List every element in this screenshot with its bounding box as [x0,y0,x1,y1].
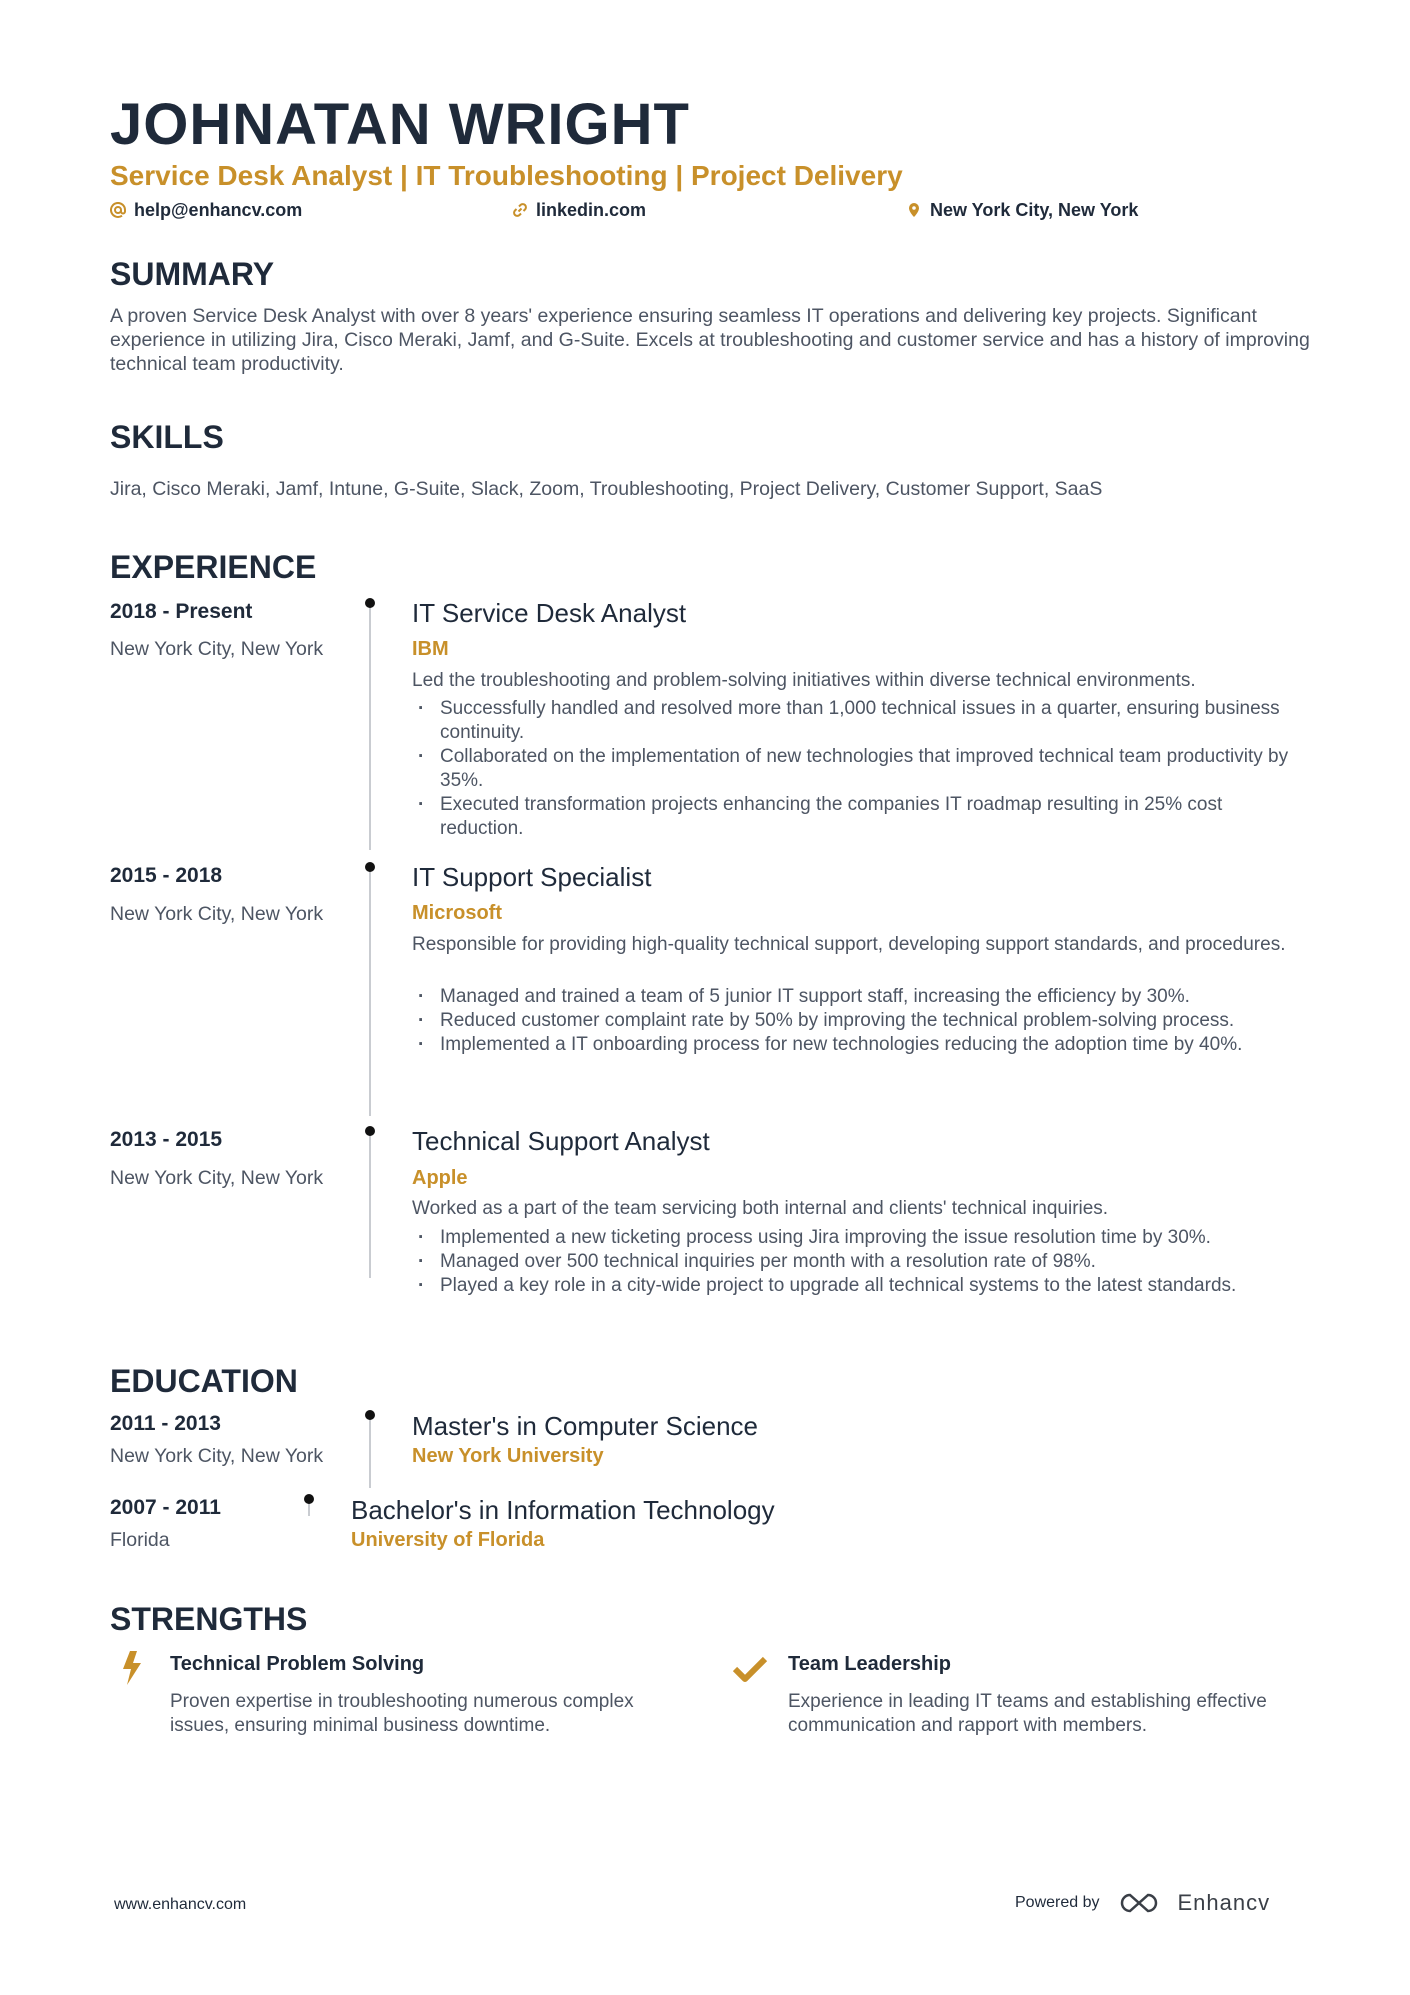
strength-title: Technical Problem Solving [170,1653,425,1675]
link-icon [512,202,528,218]
experience-bullets [412,697,1292,841]
experience-location: New York City, New York [110,1167,324,1189]
bullet-item: · Executed transformation projects enhancing the companies IT roadmap resulting in 25% cost reduction. [412,793,1292,841]
checkmark-icon [733,1656,767,1682]
timeline-line [369,1130,371,1278]
experience-role: IT Service Desk Analyst [412,598,687,628]
bullet-item: · Managed over 500 technical inquiries per month with a resolution rate of 98%. [412,1250,1292,1274]
timeline-dot [304,1494,314,1504]
footer-branding [1015,1890,1270,1916]
education-heading: EDUCATION [110,1363,298,1399]
experience-company: Apple [412,1167,468,1189]
experience-role: Technical Support Analyst [412,1126,710,1156]
experience-dates: 2018 - Present [110,600,253,623]
bullet-item: · Reduced customer complaint rate by 50% by improving the technical problem-solving process. [412,1009,1292,1033]
skills-heading: SKILLS [110,419,224,455]
education-dates: 2011 - 2013 [110,1412,221,1435]
timeline-line [369,866,371,1116]
experience-description: Worked as a part of the team servicing both internal and clients' technical inquiries. [412,1198,1109,1219]
at-sign-icon [110,202,126,218]
bullet-item: · Implemented a IT onboarding process for new technologies reducing the adoption time by 40%. [412,1033,1292,1057]
experience-location: New York City, New York [110,903,324,925]
bullet-item: · Played a key role in a city-wide project to upgrade all technical systems to the latest standards. [412,1274,1292,1298]
candidate-name: JOHNATAN WRIGHT [110,92,690,157]
experience-heading: EXPERIENCE [110,549,317,585]
timeline-dot [365,598,375,608]
summary-heading: SUMMARY [110,256,275,292]
lightning-bolt-icon [121,1651,143,1685]
timeline-dot [365,1410,375,1420]
location-text: New York City, New York [930,200,1139,220]
linkedin-text: linkedin.com [536,200,647,220]
strength-title: Team Leadership [788,1653,952,1675]
timeline-line [369,1418,371,1488]
strength-description: Experience in leading IT teams and establishing effective communication and rapport with members. [788,1691,1267,1736]
timeline-dot [365,862,375,872]
experience-description: Responsible for providing high-quality technical support, developing support standards, and procedures. [412,934,1286,955]
education-location: Florida [110,1529,170,1551]
strengths-heading: STRENGTHS [110,1601,308,1637]
experience-bullets [412,985,1292,1057]
experience-location: New York City, New York [110,638,324,660]
education-dates: 2007 - 2011 [110,1496,221,1519]
experience-company: IBM [412,638,449,660]
bullet-item: · Successfully handled and resolved more than 1,000 technical issues in a quarter, ensuring business continuity. [412,697,1292,745]
powered-by-label: Powered by [1015,1894,1100,1911]
education-school: New York University [412,1445,604,1467]
contact-email[interactable] [110,201,302,219]
bullet-item: · Implemented a new ticketing process using Jira improving the issue resolution time by 30%. [412,1226,1292,1250]
footer-website[interactable]: www.enhancv.com [114,1896,247,1913]
brand-name: Enhancv [1177,1890,1271,1915]
education-degree: Master's in Computer Science [412,1411,758,1441]
experience-bullets [412,1226,1292,1298]
experience-dates: 2015 - 2018 [110,864,223,887]
timeline-line [369,602,371,850]
experience-dates: 2013 - 2015 [110,1128,223,1151]
strength-description: Proven expertise in troubleshooting numerous complex issues, ensuring minimal business downtime. [170,1691,634,1736]
email-text: help@enhancv.com [134,200,303,220]
bullet-item: · Collaborated on the implementation of new technologies that improved technical team productivity by 35%. [412,745,1292,793]
timeline-dot [365,1126,375,1136]
skills-text: Jira, Cisco Meraki, Jamf, Intune, G-Suite, Slack, Zoom, Troubleshooting, Project Delivery, Customer Support, SaaS [110,478,1103,500]
education-degree: Bachelor's in Information Technology [351,1495,775,1525]
contact-linkedin[interactable] [512,201,646,219]
education-school: University of Florida [351,1529,545,1551]
education-location: New York City, New York [110,1445,324,1467]
enhancv-logo-icon [1116,1892,1162,1914]
experience-company: Microsoft [412,902,502,924]
candidate-headline: Service Desk Analyst | IT Troubleshooting | Project Delivery [110,160,903,191]
experience-description: Led the troubleshooting and problem-solving initiatives within diverse technical environments. [412,670,1196,691]
map-pin-icon [906,202,922,218]
contact-location [906,201,1138,219]
experience-role: IT Support Specialist [412,862,652,892]
summary-text: A proven Service Desk Analyst with over 8 years' experience ensuring seamless IT operations and delivering key projects. Significant experience in utilizing Jira, Cisco Meraki, Jamf, and G-Suite. Excels at troubleshooting and customer service and has a history of improving technical team productivity. [110,305,1310,375]
bullet-item: · Managed and trained a team of 5 junior IT support staff, increasing the efficiency by 30%. [412,985,1292,1009]
